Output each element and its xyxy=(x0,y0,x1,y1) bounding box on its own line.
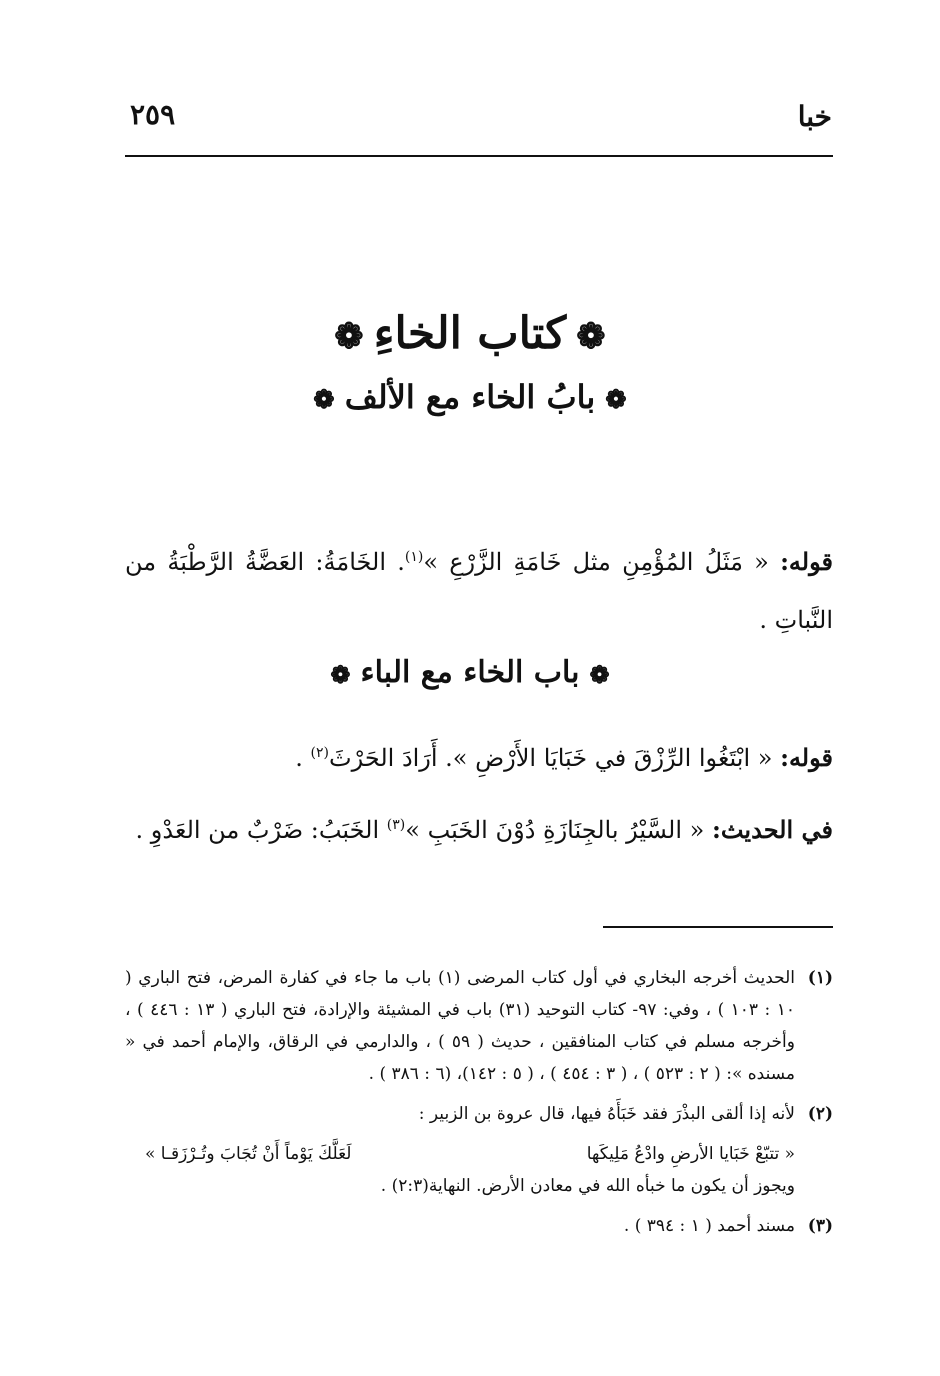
header-rule xyxy=(125,155,833,157)
page-number: ٢٥٩ xyxy=(130,98,176,131)
section-title-text: باب الخاء مع الباء xyxy=(360,655,580,690)
hadith-quote: « السَّيْرُ بالجِنَازَةِ دُوْنَ الخَبَبِ » xyxy=(405,816,705,844)
hadith-quote: « ابْتَغُوا الرِّزْقَ في خَبَايَا الأَرْضِ ». أَرَادَ الحَرْثَ xyxy=(329,744,773,772)
paragraph-lead: في الحديث: xyxy=(711,815,833,844)
footnote-number: (٣) xyxy=(807,1216,833,1236)
footnote-rule xyxy=(603,926,833,928)
footnote-continuation: ويجوز أن يكون ما خبأه الله في معادن الأرض. النهاية(٢:٣) . xyxy=(380,1176,795,1196)
footnote-text: لأنه إذا ألقى البذْرَ فقد خَبَأَهُ فيها، قال عروة بن الزبير : xyxy=(418,1104,795,1124)
verse-hemistich-first: « تتبّعْ خَبَايا الأرضِ وادْعُ مَلِيكَها xyxy=(586,1144,795,1164)
paragraph-text: . xyxy=(295,744,311,772)
paragraph-3 xyxy=(125,796,833,859)
ornament-icon: ❁ xyxy=(330,659,351,689)
footnotes xyxy=(125,962,833,1250)
footnote-ref: (٢) xyxy=(310,745,329,761)
footnote-number: (١) xyxy=(807,968,833,988)
book-title-text: كتاب الخاءِ xyxy=(373,308,567,359)
ornament-icon: ❁ xyxy=(605,384,627,415)
footnote-3 xyxy=(125,1210,833,1242)
paragraph-text: . الخَامَةُ: العَضَّةُ الرَّطْبَةُ من النَّباتِ . xyxy=(125,548,833,634)
chapter-title-text: بابُ الخاء مع الألف xyxy=(344,378,596,416)
poetry-verse xyxy=(125,1138,833,1170)
ornament-icon: ❁ xyxy=(334,316,364,357)
running-head: خبا xyxy=(797,100,832,133)
ornament-icon: ❁ xyxy=(313,384,335,415)
footnote-number: (٢) xyxy=(807,1104,833,1124)
footnote-ref: (٣) xyxy=(386,817,406,833)
footnote-2 xyxy=(125,1098,833,1130)
chapter-title xyxy=(0,378,940,416)
paragraph-lead: قوله: xyxy=(780,547,833,576)
footnote-1 xyxy=(125,962,833,1090)
book-title xyxy=(0,308,940,359)
paragraph-1 xyxy=(125,528,833,649)
footnote-ref: (١) xyxy=(404,549,424,565)
paragraph-lead: قوله: xyxy=(780,743,833,772)
hadith-quote: « مَثَلُ المُؤْمِنِ مثل خَامَةِ الزَّرْعِ » xyxy=(423,548,769,576)
paragraph-2 xyxy=(125,724,833,787)
verse-hemistich-second: لَعَلَّكَ يَوْماً أَنْ تُجَابَ وتُـرْزَقـا » xyxy=(145,1144,352,1164)
footnote-text: مسند أحمد ( ١ : ٣٩٤ ) . xyxy=(623,1216,795,1236)
section-title xyxy=(0,655,940,690)
ornament-icon: ❁ xyxy=(576,316,606,357)
ornament-icon: ❁ xyxy=(589,659,610,689)
paragraph-text: الخَبَبُ: ضَرْبٌ من العَدْوِ . xyxy=(135,816,387,844)
footnote-text: الحديث أخرجه البخاري في أول كتاب المرضى (١) باب ما جاء في كفارة المرض، فتح الباري ( ١٠ : ١٠٣ ) ، وفي: ٩٧- كتاب التوحيد (٣١) باب في المشيئة والإرادة، فتح الباري ( ١٣ : ٤٤٦ ) ، وأخرجه مسلم في كتاب المنافقين ، حديث ( ٥٩ ) ، والدارمي في الرقاق، والإمام أحمد في « مسنده »: ( ٢ : ٥٢٣ ) ، ( ٣ : ٤٥٤ ) ، ( ٥ : ١٤٢)، (٦ : ٣٨٦ ) . xyxy=(125,968,796,1084)
